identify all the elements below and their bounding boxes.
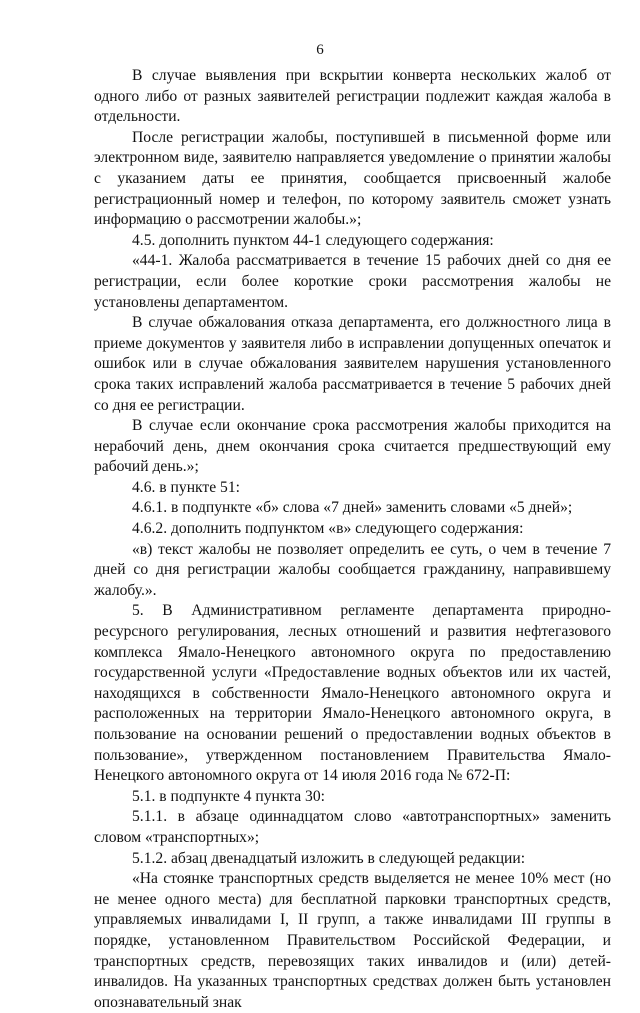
paragraph: «44-1. Жалоба рассматривается в течение 15 рабочих дней со дня ее регистрации, если более короткие сроки рассмотрения жалобы не установлены департаментом. xyxy=(94,252,611,311)
paragraph: 5. В Административном регламенте департамента природно-ресурсного регулирования, лесных отношений и развития нефтегазового комплекса Ямало-Ненецкого автономного округа по предоставлению государственной услуги «Предоставление водных объектов или их частей, находящихся в собственности Ямало-Ненецкого автономного округа и расположенных на территории Ямало-Ненецкого автономного округа, в пользование на основании решений о предоставлении водных объектов в пользование», утвержденном постановлением Правительства Ямало-Ненецкого автономного округа от 14 июля 2016 года № 672-П: xyxy=(94,602,611,785)
paragraph: В случае обжалования отказа департамента, его должностного лица в приеме документов у заявителя либо в исправлении допущенных опечаток и ошибок или в случае обжалования заявителем нарушения установленного срока таких исправлений жалоба рассматривается в течение 5 рабочих дней со дня ее регистрации. xyxy=(94,314,611,414)
paragraph: «На стоянке транспортных средств выделяется не менее 10% мест (но не менее одного места) для бесплатной парковки транспортных средств, управляемых инвалидами I, II групп, а также инвалидами III группы в порядке, установленном Правительством Российской Федерации, и транспортных средств, перевозящих таких инвалидов и (или) детей-инвалидов. На указанных транспортных средствах должен быть установлен опознавательный знак xyxy=(94,870,611,1011)
paragraph: В случае выявления при вскрытии конверта нескольких жалоб от одного либо от разных заявителей регистрации подлежит каждая жалоба в отдельности. xyxy=(94,67,611,126)
paragraph: После регистрации жалобы, поступившей в письменной форме или электронном виде, заявителю направляется уведомление о принятии жалобы с указанием даты ее принятия, сообщается присвоенный жалобе регистрационный номер и телефон, по которому заявитель сможет узнать информацию о рассмотрении жалобы.»; xyxy=(94,128,611,229)
paragraph: 5.1. в подпункте 4 пункта 30: xyxy=(132,787,325,805)
paragraph: 4.6. в пункте 51: xyxy=(132,478,240,496)
page-number: 6 xyxy=(316,42,324,58)
document-body xyxy=(94,66,611,1013)
paragraph: 5.1.1. в абзаце одиннадцатом слово «автотранспортных» заменить словом «транспортных»; xyxy=(94,808,611,846)
paragraph: 4.6.1. в подпункте «б» слова «7 дней» заменить словами «5 дней»; xyxy=(132,499,573,517)
paragraph: 4.6.2. дополнить подпунктом «в» следующего содержания: xyxy=(132,520,524,538)
paragraph: 4.5. дополнить пунктом 44-1 следующего содержания: xyxy=(132,231,494,249)
paragraph: «в) текст жалобы не позволяет определить ее суть, о чем в течение 7 дней со дня регистрации жалобы сообщается гражданину, направившему жалобу.». xyxy=(94,540,611,599)
paragraph: 5.1.2. абзац двенадцатый изложить в следующей редакции: xyxy=(132,849,526,867)
paragraph: В случае если окончание срока рассмотрения жалобы приходится на нерабочий день, днем окончания срока считается предшествующий ему рабочий день.»; xyxy=(94,417,611,476)
